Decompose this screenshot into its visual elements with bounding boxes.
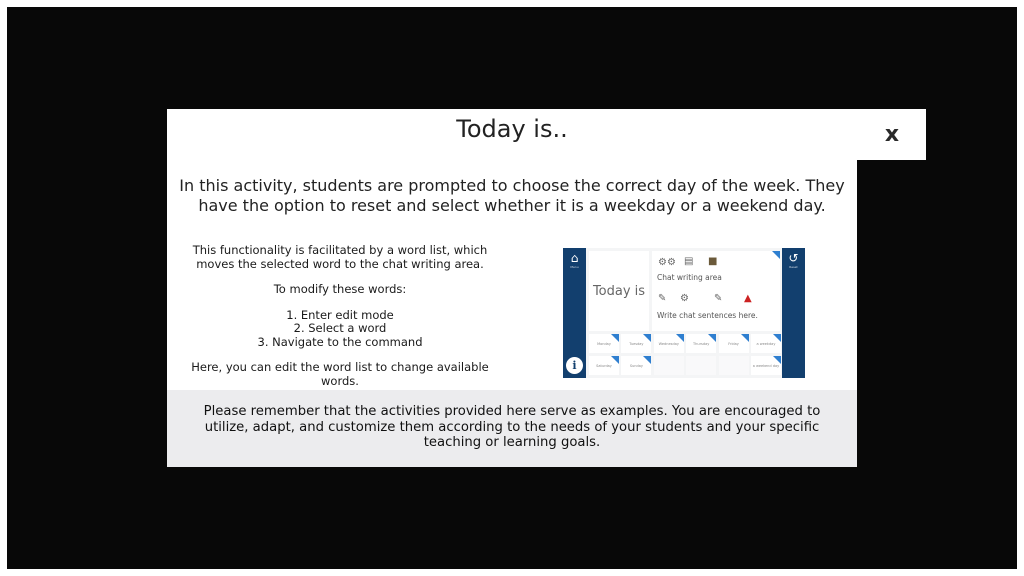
sentence-symbol-icon: ✎ bbox=[714, 293, 723, 304]
step-item: 3. Navigate to the command bbox=[257, 334, 423, 349]
preview-left-sidebar bbox=[563, 248, 586, 378]
preview-chat-area bbox=[652, 251, 780, 331]
corner-marker-icon bbox=[772, 251, 780, 259]
preview-empty-cell bbox=[654, 356, 684, 375]
closing-note: Here, you can edit the word list to change available words. bbox=[191, 360, 489, 388]
preview-word-cell: Friday bbox=[719, 334, 749, 353]
home-icon: ⌂ bbox=[570, 251, 579, 265]
ground-symbol-icon: ■ bbox=[708, 256, 718, 267]
step-item: 2. Select a word bbox=[293, 321, 387, 335]
preview-right-sidebar bbox=[782, 248, 805, 378]
preview-reset-label: Reset bbox=[789, 265, 798, 269]
preview-chat-title: Chat writing area bbox=[657, 273, 722, 282]
activity-intro: In this activity, students are prompted to choose the correct day of the week. They have the option to reset and select whether it is a weekday or a weekend day. bbox=[179, 176, 845, 215]
preview-word-cell: Saturday bbox=[589, 356, 619, 375]
preview-word-cell: a weekday bbox=[751, 334, 781, 353]
modal-header bbox=[167, 109, 926, 160]
close-button[interactable] bbox=[879, 121, 905, 147]
preview-chat-hint: Write chat sentences here. bbox=[657, 311, 758, 320]
step-item: 1. Enter edit mode bbox=[286, 307, 394, 322]
document-symbol-icon: ▤ bbox=[684, 256, 694, 267]
instructions bbox=[175, 244, 505, 400]
reset-icon: ↺ bbox=[788, 251, 799, 265]
here-symbol-icon: ▲ bbox=[744, 293, 752, 304]
preview-empty-cell bbox=[686, 356, 716, 375]
chat-symbol-icon: ⚙ bbox=[680, 293, 689, 304]
activity-preview-image bbox=[563, 248, 805, 378]
preview-today-cell bbox=[589, 251, 649, 331]
close-icon: x bbox=[884, 121, 900, 147]
preview-word-grid bbox=[589, 334, 781, 375]
preview-word-cell: Thursday bbox=[686, 334, 716, 353]
steps-list bbox=[175, 309, 505, 350]
description-text: This functionality is facilitated by a word list, which moves the selected word to the chat writing area. bbox=[192, 243, 488, 271]
footer-note: Please remember that the activities provided here serve as examples. You are encouraged to utilize, adapt, and customize them according to the needs of your students and your specific teaching or learning goals. bbox=[203, 404, 821, 450]
info-icon: i bbox=[566, 357, 583, 374]
preview-today-label: Today is bbox=[592, 283, 646, 299]
modal-footer bbox=[167, 390, 857, 467]
modify-heading: To modify these words: bbox=[273, 282, 407, 296]
preview-word-cell: Tuesday bbox=[621, 334, 651, 353]
modal-body bbox=[167, 160, 857, 390]
write-symbol-icon: ✎ bbox=[658, 293, 667, 304]
preview-empty-cell bbox=[719, 356, 749, 375]
preview-menu-label: Menu bbox=[570, 265, 579, 269]
preview-word-cell: Wednesday bbox=[654, 334, 684, 353]
chat-symbol-icon: ⚙⚙ bbox=[658, 257, 676, 268]
preview-word-cell: a weekend day bbox=[751, 356, 781, 375]
preview-word-cell: Sunday bbox=[621, 356, 651, 375]
preview-word-cell: Monday bbox=[589, 334, 619, 353]
modal-title: Today is.. bbox=[456, 115, 568, 143]
